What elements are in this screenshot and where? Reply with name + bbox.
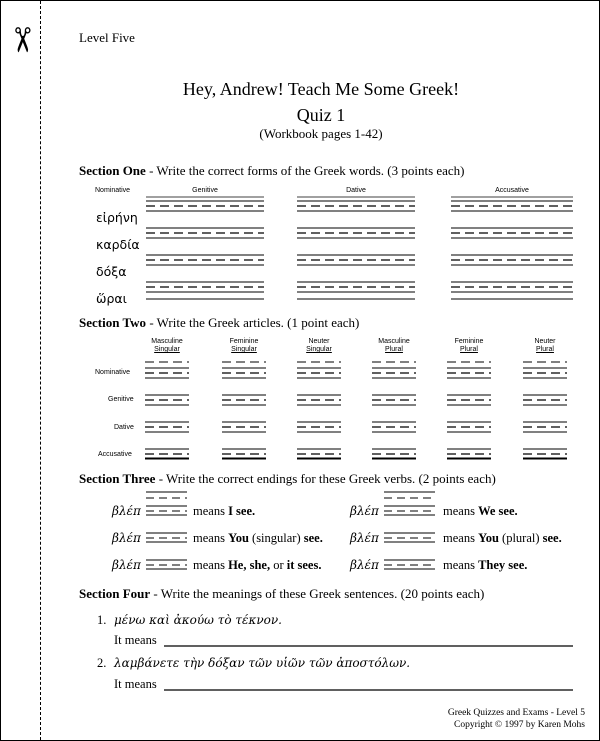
verb-stem: βλέπ	[112, 531, 141, 545]
section-two-name: Section Two	[79, 315, 147, 330]
s1-word: δόξα	[96, 264, 127, 279]
section-one-instruction: - Write the correct forms of the Greek words. (3 points each)	[145, 163, 465, 178]
verb-stem: βλέπ	[350, 558, 379, 572]
s2-col-head-l2: Singular	[306, 346, 332, 353]
s1-word: εἰρήνη	[96, 210, 138, 225]
means-word: means	[443, 531, 475, 545]
s2-row-label: Genitive	[108, 396, 134, 403]
scissors-icon: ✂	[1, 25, 42, 55]
meaning-bold: see.	[542, 531, 562, 545]
meaning-bold: He, she,	[228, 558, 271, 572]
means-word: means	[193, 558, 225, 572]
section-two-instruction: - Write the Greek articles. (1 point each)	[146, 315, 360, 330]
it-means-label: It means	[114, 677, 157, 691]
greek-sentence: μένω καὶ ἀκούω τὸ τέκνον.	[114, 613, 282, 627]
meaning-text: (singular)	[248, 531, 304, 545]
means-word: means	[193, 531, 225, 545]
footer-line: Copyright © 1997 by Karen Mohs	[454, 720, 585, 730]
s2-col-head-l2: Singular	[154, 346, 180, 353]
meaning-bold: They see.	[478, 558, 528, 572]
s2-col-head-l1: Masculine	[151, 338, 183, 345]
meaning-bold: I see.	[228, 504, 256, 518]
meaning-bold: it sees.	[286, 558, 322, 572]
s2-col-head-l2: Plural	[536, 346, 554, 353]
footer-line: Greek Quizzes and Exams - Level 5	[447, 708, 585, 718]
quiz-title: Quiz 1	[296, 105, 346, 125]
s1-word: ὥραι	[96, 291, 127, 306]
means-word: means	[193, 504, 225, 518]
level-label: Level Five	[79, 30, 135, 45]
meaning-bold: You	[478, 531, 499, 545]
meaning-text: or	[270, 558, 287, 572]
verb-stem: βλέπ	[112, 504, 141, 518]
verb-stem: βλέπ	[112, 558, 141, 572]
section-three-name: Section Three	[79, 471, 156, 486]
s1-col-genitive: Genitive	[192, 187, 218, 194]
section-four-name: Section Four	[79, 586, 151, 601]
page-title: Hey, Andrew! Teach Me Some Greek!	[182, 79, 460, 99]
s2-row-label: Accusative	[98, 451, 132, 458]
section-four-instruction: - Write the meanings of these Greek sentences. (20 points each)	[150, 586, 485, 601]
s1-col-accusative: Accusative	[495, 187, 529, 194]
s2-col-head-l2: Plural	[460, 346, 478, 353]
workbook-pages: (Workbook pages 1-42)	[259, 126, 383, 141]
s2-col-head-l2: Plural	[385, 346, 403, 353]
s1-col-nominative: Nominative	[95, 187, 131, 194]
s2-row-label: Dative	[114, 424, 134, 431]
meaning-bold: We see.	[478, 504, 518, 518]
s1-word: καρδία	[96, 237, 140, 252]
sentence-number: 1.	[97, 613, 107, 627]
meaning-bold: see.	[303, 531, 323, 545]
section-one-name: Section One	[79, 163, 146, 178]
verb-stem: βλέπ	[350, 504, 379, 518]
section-three-instruction: - Write the correct endings for these Greek verbs. (2 points each)	[155, 471, 496, 486]
means-word: means	[443, 558, 475, 572]
sentence-number: 2.	[97, 656, 107, 670]
s2-col-head-l1: Neuter	[534, 338, 556, 345]
meaning-text: (plural)	[498, 531, 543, 545]
greek-sentence: λαμβάνετε τὴν δόξαν τῶν υἱῶν τῶν ἀποστόλων.	[114, 656, 411, 670]
it-means-label: It means	[114, 633, 157, 647]
s2-row-label: Nominative	[95, 369, 131, 376]
s2-col-head-l1: Feminine	[229, 338, 259, 345]
verb-stem: βλέπ	[350, 531, 379, 545]
s2-col-head-l2: Singular	[231, 346, 257, 353]
answer-lines	[1, 1, 599, 740]
s1-col-dative: Dative	[346, 187, 366, 194]
s2-col-head-l1: Masculine	[378, 338, 410, 345]
s2-col-head-l1: Feminine	[454, 338, 484, 345]
means-word: means	[443, 504, 475, 518]
s2-col-head-l1: Neuter	[308, 338, 330, 345]
meaning-bold: You	[228, 531, 249, 545]
